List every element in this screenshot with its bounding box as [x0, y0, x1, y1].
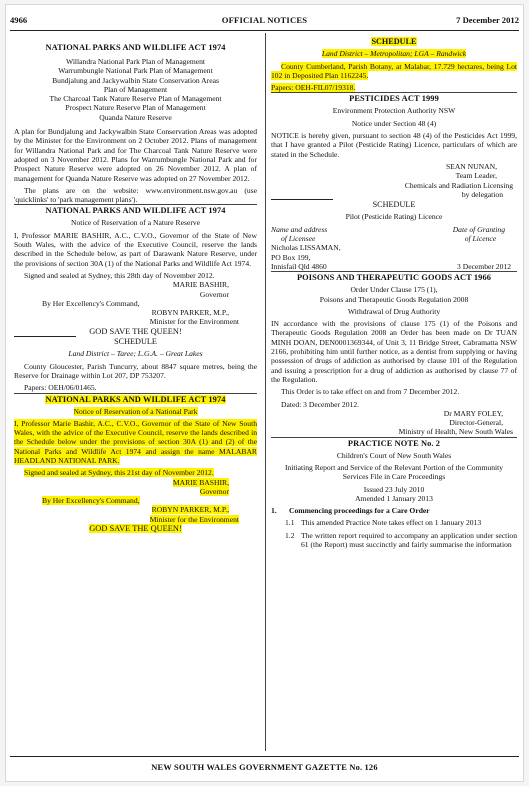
notice-subheading: Notice of Reservation of a National Park	[73, 406, 198, 416]
footer-rule	[10, 756, 519, 757]
website-paragraph: The plans are on the website: www.environment.nsw.gov.au (use 'quicklinks' to 'park management plans').	[14, 185, 257, 205]
delegation-note: by delegation	[461, 189, 503, 199]
notice-np-plans	[14, 43, 257, 204]
notice-heading: NATIONAL PARKS AND WILDLIFE ACT 1974	[45, 43, 226, 52]
notice-paragraph: I, Professor Marie Bashir, A.C., C.V.O., Governor of the State of New South Wales, with the advice of the Executive Council, reserve the lands described in the Schedule below under the provisions of section 30A (1) and (2) of the National Parks and Wildlife Act 1974 and assign the name MALABAR HEADLAND NATIONAL PARK.	[14, 418, 257, 465]
item-number: 1.1	[285, 518, 295, 528]
schedule-heading: SCHEDULE	[372, 200, 416, 210]
item-text: This amended Practice Note takes effect on 1 January 2013	[301, 518, 482, 528]
item-number: 1.2	[285, 530, 295, 540]
land-district: Land District – Taree; L.G.A. – Great Lakes	[68, 349, 203, 359]
list-item	[271, 518, 517, 527]
papers-ref: Papers: OEH/06/01465.	[24, 383, 97, 393]
licence-table-header	[271, 225, 517, 244]
notice-heading: NATIONAL PARKS AND WILDLIFE ACT 1974	[45, 206, 226, 216]
notice-subheading: Children's Court of New South Wales	[336, 450, 452, 460]
command-line: By Her Excellency's Command,	[42, 496, 140, 506]
land-district: Land District – Metropolitan; LGA – Randwick	[321, 49, 467, 59]
list-item	[271, 506, 517, 515]
col-header-date: Date of Granting	[452, 224, 505, 234]
notice-paragraph: IN accordance with the provisions of clause 175 (1) of the Poisons and Therapeutic Goods Regulation 2008 an Order has been made on Dr TUAN MINH DOAN, DEN0001369344, of Unit 3, 11 Bridge Street, Cabramatta NSW 2166, prohibiting him until further notice, as a dentist from supplying or having possession of drugs of addiction as authorised by clause 101 of the Regulation and issuing a prescription for a drug of addiction as authorised by clause 77 of the Regulation.	[271, 319, 517, 384]
page-header	[10, 15, 519, 29]
signed-line: Signed and sealed at Sydney, this 21st day of November 2012.	[24, 468, 214, 478]
header-rule	[10, 30, 519, 31]
notice-subheading: Notice under Section 48 (4)	[351, 118, 437, 128]
god-save-line: GOD SAVE THE QUEEN!	[89, 326, 182, 336]
signatory-title: Governor	[199, 289, 229, 299]
notice-subheading: Order Under Clause 175 (1),	[350, 285, 438, 295]
col-header-name: of Licensee	[281, 234, 316, 244]
list-item	[271, 531, 517, 550]
signatory-unit: Chemicals and Radiation Licensing	[404, 180, 513, 190]
right-column	[271, 37, 517, 751]
notice-paragraph: NOTICE is hereby given, pursuant to section 48 (4) of the Pesticides Act 1999, that I have granted a Pilot (Pesticide Rating) Licence, particulars of which are stated in the Schedule.	[271, 131, 517, 159]
page-title: OFFICIAL NOTICES	[221, 15, 308, 25]
notice-practice-note	[271, 439, 517, 550]
licensee-name: Nicholas LISSAMAN,	[271, 243, 341, 253]
notice-heading: PRACTICE NOTE No. 2	[347, 438, 441, 448]
signatory-title: Director-General,	[449, 418, 503, 428]
schedule-malabar	[271, 37, 517, 92]
issued-line: Issued 23 July 2010	[363, 484, 425, 494]
licensee-address: Innisfail Qld 4860	[271, 261, 327, 271]
land-description: County Gloucester, Parish Tuncurry, about 8847 square metres, being the Reserve for Drainage within Lot 207, DP 753207.	[14, 361, 257, 380]
amended-line: Amended 1 January 2013	[355, 493, 433, 503]
minister-title: Minister for the Environment	[149, 514, 239, 524]
notice-heading: POISONS AND THERAPEUTIC GOODS ACT 1966	[296, 273, 492, 283]
dated-line: Dated: 3 December 2012.	[281, 399, 360, 409]
page-number: 4966	[10, 15, 28, 25]
column-divider	[265, 33, 266, 751]
schedule-heading: SCHEDULE	[114, 337, 157, 347]
notice-subheading: Poisons and Therapeutic Goods Regulation 2008	[319, 294, 469, 304]
col-header-name: Name and address	[271, 224, 328, 234]
plan-title: Warrumbungle National Park Plan of Management	[58, 66, 213, 76]
signatory-name: SEAN NUNAN,	[445, 161, 497, 171]
notice-poisons	[271, 273, 517, 436]
minister-name: ROBYN PARKER, M.P.,	[151, 308, 229, 318]
notice-national-park	[14, 395, 257, 534]
plan-title: Prospect Nature Reserve Plan of Management	[65, 103, 206, 113]
signatory-name: MARIE BASHIR,	[172, 477, 229, 487]
signatory-title: Team Leader,	[455, 171, 497, 181]
notice-heading: NATIONAL PARKS AND WILDLIFE ACT 1974	[45, 394, 226, 404]
notice-pesticides	[271, 94, 517, 271]
plan-title: Willandra National Park Plan of Management	[65, 57, 206, 66]
notice-paragraph: I, Professor MARIE BASHIR, A.C., C.V.O., Governor of the State of New South Wales, with the advice of the Executive Council, reserve the lands described in the Schedule below, as part of Darawank Nature Reserve, under the provisions of section 30A (1) of the National Parks and Wildlife Act 1974.	[14, 230, 257, 268]
page-date: 7 December 2012	[456, 15, 519, 25]
notice-subheading: Withdrawal of Drug Authority	[347, 306, 441, 316]
papers-ref: Papers: OEH-FIL07/19318.	[271, 83, 356, 93]
notice-nature-reserve	[14, 206, 257, 392]
notice-heading: PESTICIDES ACT 1999	[349, 94, 439, 104]
licence-table-row	[271, 243, 517, 271]
command-line: By Her Excellency's Command,	[42, 298, 140, 308]
signatory-name: Dr MARY FOLEY,	[443, 408, 503, 418]
minister-title: Minister for the Environment	[149, 317, 239, 327]
notice-paragraph: A plan for Bundjalung and Jackywalbin State Conservation Areas was adopted by the Minister for the Environment on 2 October 2012. Plans of management for Willandra National Park and for The Charcoal Tank Nature Reserve were adopted on 3 November 2012. Plans for Warrumbungle National Park and for Prospect Nature Reserve were adopted on 26 November 2012. A plan of management for Quanda Nature Reserve was adopted on 27 November 2012.	[14, 127, 257, 183]
item-number: 1.	[271, 506, 277, 516]
land-description: County Cumberland, Parish Botany, at Malabar, 17.729 hectares, being Lot 102 in Deposited Plan 1162245.	[271, 61, 517, 80]
notice-subheading: Environment Protection Authority NSW	[332, 106, 456, 116]
plan-title: Plan of Management	[103, 84, 168, 94]
licence-title: Pilot (Pesticide Rating) Licence	[345, 212, 443, 222]
plan-title: Quanda Nature Reserve	[99, 112, 172, 122]
plan-title: The Charcoal Tank Nature Reserve Plan of Management	[49, 94, 222, 104]
item-text: The written report required to accompany an application under section 61 (the Report) must succinctly and fairly summarise the information	[301, 530, 517, 550]
god-save-line: GOD SAVE THE QUEEN!	[89, 524, 182, 534]
licensee-address: PO Box 199,	[271, 252, 311, 262]
gazette-page	[5, 4, 524, 782]
minister-name: ROBYN PARKER, M.P.,	[151, 505, 229, 515]
signatory-unit: Ministry of Health, New South Wales	[398, 427, 513, 437]
item-title: Commencing proceedings for a Care Order	[289, 506, 430, 516]
effective-line: This Order is to take effect on and from 7 December 2012.	[281, 387, 460, 397]
col-header-date: of Licence	[464, 234, 497, 244]
schedule-heading: SCHEDULE	[371, 37, 417, 46]
signatory-title: Governor	[199, 486, 229, 496]
grant-date: 3 December 2012	[457, 261, 511, 271]
notice-subheading: Notice of Reservation of a Nature Reserve	[70, 218, 201, 228]
notice-subheading: Initiating Report and Service of the Relevant Portion of the Community Services File in Care Proceedings	[284, 462, 504, 482]
plan-title: Bundjalung and Jackywalbin State Conservation Areas	[52, 75, 219, 85]
left-column	[14, 37, 257, 751]
page-footer: NEW SOUTH WALES GOVERNMENT GAZETTE No. 126	[151, 763, 378, 772]
signed-line: Signed and sealed at Sydney, this 28th day of November 2012.	[24, 270, 215, 280]
signatory-name: MARIE BASHIR,	[172, 280, 229, 290]
